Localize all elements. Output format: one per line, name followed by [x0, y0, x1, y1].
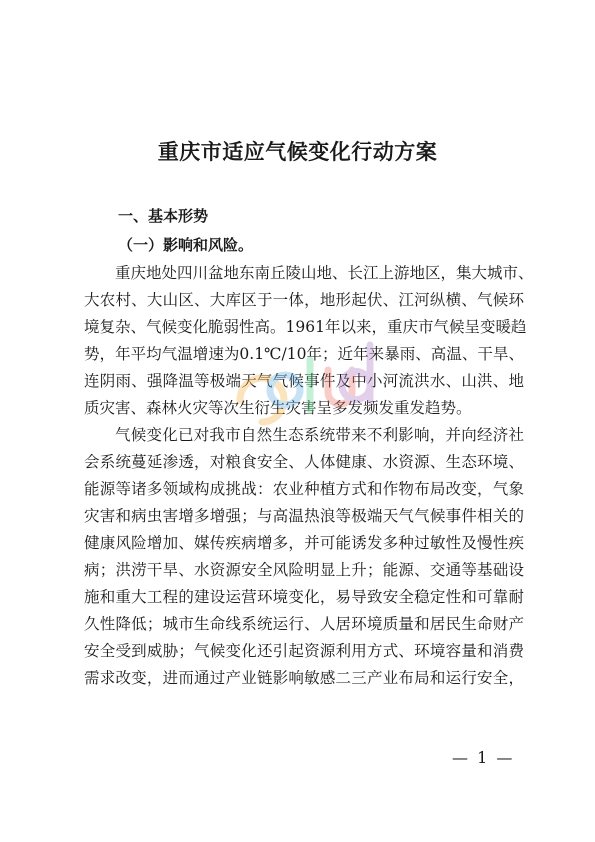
paragraph-line: 势，年平均气温增速为0.1℃/10年；近年来暴雨、高温、干旱、 — [84, 345, 524, 363]
section-heading: 一、基本形势 — [118, 207, 209, 225]
paragraph-line: 需求改变，进而通过产业链影响敏感二三产业布局和运行安全， — [84, 669, 524, 687]
paragraph-line: 健康风险增加、媒传疾病增多，并可能诱发多种过敏性及慢性疾 — [84, 534, 524, 552]
paragraph-line: 久性降低；城市生命线系统运行、人居环境质量和居民生命财产 — [84, 615, 524, 633]
paragraph-line: 安全受到威胁；气候变化还引起资源利用方式、环境容量和消费 — [84, 642, 524, 660]
paragraph-line: 重庆地处四川盆地东南丘陵山地、长江上游地区，集大城市、 — [115, 264, 534, 282]
paragraph-2 — [84, 422, 524, 692]
paragraph-line: 施和重大工程的建设运营环境变化，易导致安全稳定性和可靠耐 — [84, 588, 524, 606]
page-number: — 1 — — [452, 748, 515, 767]
paragraph-line: 气候变化已对我市自然生态系统带来不利影响，并向经济社 — [115, 426, 524, 444]
paragraph-line: 灾害和病虫害增多增强；与高温热浪等极端天气气候事件相关的 — [84, 507, 524, 525]
paragraph-line: 质灾害、森林火灾等次生衍生灾害呈多发频发重发趋势。 — [84, 399, 472, 417]
paragraph-line: 能源等诸多领域构成挑战：农业种植方式和作物布局改变，气象 — [84, 480, 524, 498]
document-title: 重庆市适应气候变化行动方案 — [157, 139, 438, 164]
paragraph-1 — [84, 260, 534, 422]
paragraph-line: 会系统蔓延渗透，对粮食安全、人体健康、水资源、生态环境、 — [84, 453, 524, 471]
paragraph-line: 病；洪涝干旱、水资源安全风险明显上升；能源、交通等基础设 — [84, 561, 524, 579]
subsection-heading: （一）影响和风险。 — [118, 236, 254, 254]
paragraph-line: 大农村、大山区、大库区于一体，地形起伏、江河纵横、气候环 — [84, 291, 524, 309]
paragraph-line: 连阴雨、强降温等极端天气气候事件及中小河流洪水、山洪、地 — [84, 372, 524, 390]
paragraph-line: 境复杂、气候变化脆弱性高。1961年以来，重庆市气候呈变暖趋 — [84, 318, 527, 336]
